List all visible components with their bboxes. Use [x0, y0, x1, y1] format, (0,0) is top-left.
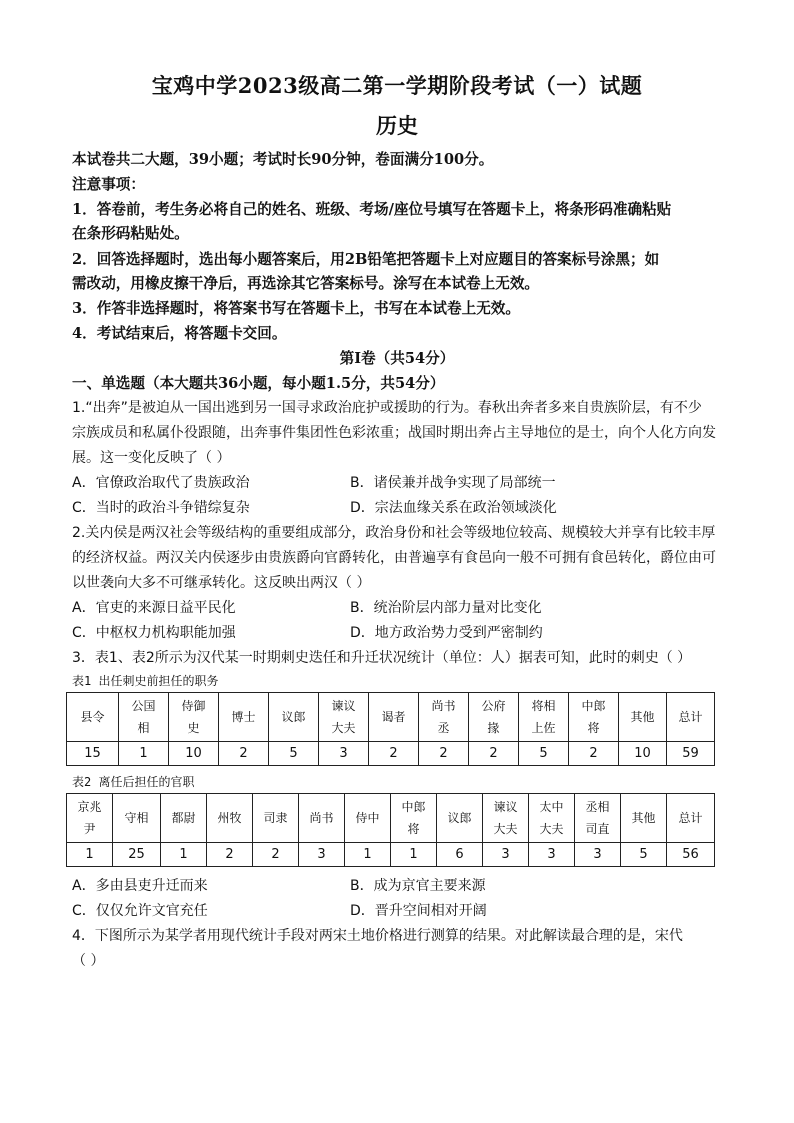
header-text: 太中	[539, 800, 564, 814]
header-text: 京兆	[77, 800, 102, 814]
notice-line: 在条形码粘贴处。	[72, 225, 189, 242]
header-text: 谒者	[381, 710, 406, 724]
table-header-cell	[219, 693, 269, 742]
table-header-cell	[67, 693, 119, 742]
option-b: B．成为京官主要来源	[350, 878, 486, 894]
table-caption: 表2 离任后担任的官职	[72, 775, 195, 789]
header-text: 相	[137, 721, 150, 735]
table-header-cell	[369, 693, 419, 742]
table-header-cell	[569, 693, 619, 742]
table-cell: 3	[483, 843, 529, 867]
table-cell: 2	[207, 843, 253, 867]
header-text: 将	[587, 721, 600, 735]
header-text: 大夫	[493, 822, 518, 836]
question-text: 4．下图所示为某学者用现代统计手段对两宋土地价格进行测算的结果。对此解读最合理的是，宋代	[72, 928, 683, 944]
option-c: C．中枢权力机构职能加强	[72, 625, 236, 641]
table-cell: 1	[345, 843, 391, 867]
notice-line: 需改动，用橡皮擦干净后，再选涂其它答案标号。涂写在本试卷上无效。	[72, 275, 540, 292]
question-text: 宗族成员和私属仆役跟随，出奔事件集团性色彩浓重；战国时期出奔占主导地位的是士，向个人化方向发	[72, 425, 716, 441]
question-text: 以世袭向大多不可继承转化。这反映出两汉（ ）	[72, 575, 371, 591]
table-cell: 6	[437, 843, 483, 867]
table-cell: 2	[469, 742, 519, 766]
question-text: 3．表1、表2所示为汉代某一时期刺史迭任和升迁状况统计（单位：人）据表可知，此时的刺史（ ）	[72, 650, 692, 666]
table-cell: 3	[529, 843, 575, 867]
notice-heading: 注意事项：	[72, 176, 145, 193]
header-text: 丞	[437, 721, 450, 735]
table-header-cell	[269, 693, 319, 742]
table-cell: 3	[299, 843, 345, 867]
header-text: 侍中	[355, 811, 380, 825]
option-c: C．当时的政治斗争错综复杂	[72, 500, 250, 516]
header-text: 将相	[531, 699, 556, 713]
table-cell: 1	[391, 843, 437, 867]
table-cell: 10	[169, 742, 219, 766]
notice-line: 2．回答选择题时，选出每小题答案后，用2B铅笔把答题卡上对应题目的答案标号涂黑；如	[72, 251, 660, 268]
option-b: B．诸侯兼并战争实现了局部统一	[350, 475, 556, 491]
header-text: 侍御	[181, 699, 206, 713]
table-cell: 59	[667, 742, 715, 766]
table-header-cell	[483, 794, 529, 843]
table-header-cell	[621, 794, 667, 843]
header-text: 尚书	[309, 811, 334, 825]
table-header-cell	[419, 693, 469, 742]
table-cell: 56	[667, 843, 715, 867]
part-heading: 第Ⅰ卷（共54分）	[339, 350, 455, 367]
header-text: 尹	[83, 822, 96, 836]
table-row	[67, 843, 715, 867]
table-header-cell	[519, 693, 569, 742]
table-header-cell	[345, 794, 391, 843]
table-header-row	[67, 693, 715, 742]
table-header-cell	[319, 693, 369, 742]
header-text: 上佐	[531, 721, 556, 735]
table-cell: 1	[161, 843, 207, 867]
table-header-cell	[391, 794, 437, 843]
table-header-cell	[469, 693, 519, 742]
question-text: 2.关内侯是两汉社会等级结构的重要组成部分，政治身份和社会等级地位较高、规模较大并享有比较丰厚	[72, 525, 716, 541]
table-cell: 2	[419, 742, 469, 766]
table-header-cell	[299, 794, 345, 843]
table-cell: 2	[253, 843, 299, 867]
section-heading: 一、单选题（本大题共36小题，每小题1.5分，共54分）	[72, 375, 445, 392]
header-text: 总计	[678, 811, 703, 825]
header-text: 将	[407, 822, 420, 836]
header-text: 公国	[131, 699, 156, 713]
header-text: 总计	[678, 710, 703, 724]
table-header-cell	[207, 794, 253, 843]
question-text: 1.“出奔”是被迫从一国出逃到另一国寻求政治庇护或援助的行为。春秋出奔者多来自贵族阶层，有不少	[72, 400, 702, 416]
table-cell: 1	[67, 843, 113, 867]
option-b: B．统治阶层内部力量对比变化	[350, 600, 542, 616]
table-header-cell	[667, 693, 715, 742]
question-text: （ ）	[72, 953, 105, 969]
table-header-cell	[67, 794, 113, 843]
header-text: 议郎	[281, 710, 306, 724]
header-text: 史	[187, 721, 200, 735]
header-text: 议郎	[447, 811, 472, 825]
table-cell: 3	[319, 742, 369, 766]
exam-intro: 本试卷共二大题，39小题；考试时长90分钟，卷面满分100分。	[72, 151, 494, 168]
table-row	[67, 742, 715, 766]
table-header-cell	[667, 794, 715, 843]
question-text: 的经济权益。两汉关内侯逐步由贵族爵向官爵转化，由普遍享有食邑向一般不可拥有食邑转化，爵位由可	[72, 550, 716, 566]
option-a: A．多由县吏升迁而来	[72, 878, 208, 894]
option-d: D．地方政治势力受到严密制约	[350, 625, 543, 641]
header-text: 博士	[231, 710, 256, 724]
table-header-cell	[161, 794, 207, 843]
header-text: 中郎	[581, 699, 606, 713]
exam-title: 宝鸡中学2023级高二第一学期阶段考试（一）试题	[151, 73, 643, 98]
header-text: 其他	[631, 811, 656, 825]
header-text: 公府	[481, 699, 506, 713]
header-text: 县令	[80, 710, 105, 724]
table-header-cell	[529, 794, 575, 843]
option-d: D．晋升空间相对开阔	[350, 903, 487, 919]
table-header-cell	[119, 693, 169, 742]
option-a: A．官僚政治取代了贵族政治	[72, 475, 250, 491]
table-cell: 2	[569, 742, 619, 766]
table-cell: 10	[619, 742, 667, 766]
data-table	[66, 793, 715, 867]
subject-title: 历史	[376, 113, 418, 138]
option-d: D．宗法血缘关系在政治领域淡化	[350, 500, 557, 516]
question-text: 展。这一变化反映了（ ）	[72, 450, 231, 466]
table-cell: 5	[621, 843, 667, 867]
table-cell: 15	[67, 742, 119, 766]
option-c: C．仅仅允许文官充任	[72, 903, 208, 919]
header-text: 其他	[630, 710, 655, 724]
notice-line: 3．作答非选择题时，将答案书写在答题卡上，书写在本试卷上无效。	[72, 300, 520, 317]
table-cell: 3	[575, 843, 621, 867]
header-text: 州牧	[217, 811, 242, 825]
table-cell: 5	[269, 742, 319, 766]
header-text: 谏议	[493, 800, 518, 814]
header-text: 大夫	[331, 721, 356, 735]
table-header-cell	[253, 794, 299, 843]
header-text: 掾	[487, 721, 500, 735]
table-header-cell	[619, 693, 667, 742]
header-text: 谏议	[331, 699, 356, 713]
header-text: 司隶	[263, 811, 288, 825]
option-a: A．官吏的来源日益平民化	[72, 600, 236, 616]
header-text: 守相	[124, 811, 149, 825]
table-caption: 表1 出任刺史前担任的职务	[72, 674, 219, 688]
table-header-cell	[575, 794, 621, 843]
data-table	[66, 692, 715, 766]
table-header-cell	[113, 794, 161, 843]
table-header-cell	[169, 693, 219, 742]
header-text: 中郎	[401, 800, 426, 814]
header-text: 丞相	[585, 800, 610, 814]
table-header-row	[67, 794, 715, 843]
table-cell: 5	[519, 742, 569, 766]
header-text: 尚书	[431, 699, 456, 713]
header-text: 司直	[585, 822, 610, 836]
table-header-cell	[437, 794, 483, 843]
header-text: 大夫	[539, 822, 564, 836]
header-text: 都尉	[171, 811, 196, 825]
table-cell: 2	[219, 742, 269, 766]
table-cell: 1	[119, 742, 169, 766]
notice-line: 4．考试结束后，将答题卡交回。	[72, 325, 287, 342]
notice-line: 1．答卷前，考生务必将自己的姓名、班级、考场/座位号填写在答题卡上，将条形码准确粘贴	[72, 201, 672, 218]
table-cell: 2	[369, 742, 419, 766]
table-cell: 25	[113, 843, 161, 867]
